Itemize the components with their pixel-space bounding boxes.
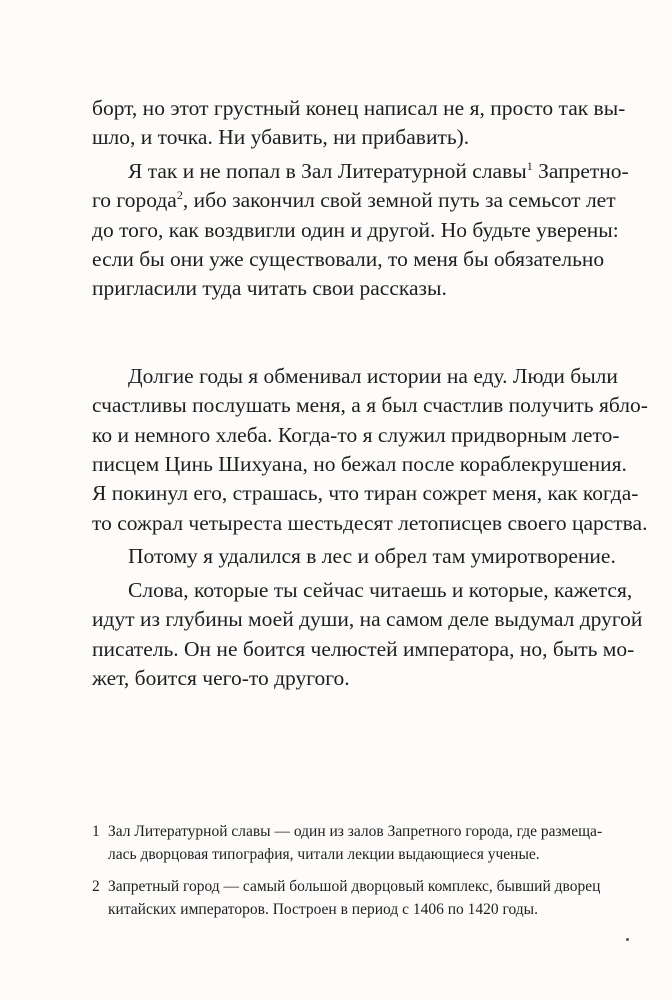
text-line: если бы они уже существовали, то меня бы обязательно	[92, 247, 605, 272]
text-line: Слова, которые ты сейчас читаешь и которые, кажется,	[128, 577, 633, 602]
paragraph-2	[92, 157, 629, 304]
footnote-line: Запретный город — самый большой дворцовый комплекс, бывший дворец	[108, 878, 601, 895]
footnote-2	[92, 875, 601, 921]
footnote-number: 1	[92, 823, 100, 840]
ink-speck	[626, 938, 629, 941]
footnote-line: лась дворцовая типография, читали лекции выдающиеся ученые.	[108, 846, 540, 863]
paragraph-3	[92, 362, 648, 538]
text-line: писцем Цинь Шихуана, но бежал после кораблекрушения.	[92, 452, 627, 477]
page-body	[92, 94, 648, 693]
text-line: шло, и точка. Ни убавить, ни прибавить).	[92, 125, 470, 150]
footnote-ref-1[interactable]: 1	[526, 158, 533, 173]
text-line: до того, как воздвигли один и другой. Но будьте уверены:	[92, 217, 619, 242]
text-line: жет, боится чего-то другого.	[92, 665, 350, 690]
text-line: идут из глубины моей души, на самом деле выдумал другой	[92, 607, 643, 632]
text-line: ко и немного хлеба. Когда-то я служил придворным лето-	[92, 422, 620, 447]
text-line: Я так и не попал в Зал Литературной славы$^1$ Запретно-	[128, 158, 629, 183]
text-line: Долгие годы я обменивал истории на еду. Люди были	[128, 363, 618, 388]
footnote-number: 2	[92, 878, 100, 895]
footnotes	[92, 820, 603, 930]
text-line: счастливы послушать меня, а я был счастлив получить ябло-	[92, 393, 648, 418]
footnote-1	[92, 820, 603, 866]
text-line: Потому я удалился в лес и обрел там умиротворение.	[128, 544, 616, 569]
paragraph-5	[92, 576, 643, 694]
footnote-line: китайских императоров. Построен в период с 1406 по 1420 годы.	[108, 901, 538, 918]
text-line: борт, но этот грустный конец написал не я, просто так вы-	[92, 96, 626, 120]
text-line: то сожрал четыреста шестьдесят летописцев своего царства.	[92, 510, 648, 535]
paragraph-1	[92, 94, 626, 153]
text-line: Я покинул его, страшась, что тиран сожрет меня, как когда-	[92, 481, 639, 506]
text-line: писатель. Он не боится челюстей императора, но, быть мо-	[92, 636, 635, 661]
footnote-line: Зал Литературной славы — один из залов Запретного города, где размеща-	[108, 823, 603, 840]
paragraph-4	[92, 542, 616, 571]
text-line: пригласили туда читать свои рассказы.	[92, 276, 447, 301]
text-line: го города$^2$, ибо закончил свой земной путь за семьсот лет	[92, 188, 616, 213]
footnote-ref-2[interactable]: 2	[176, 188, 183, 203]
